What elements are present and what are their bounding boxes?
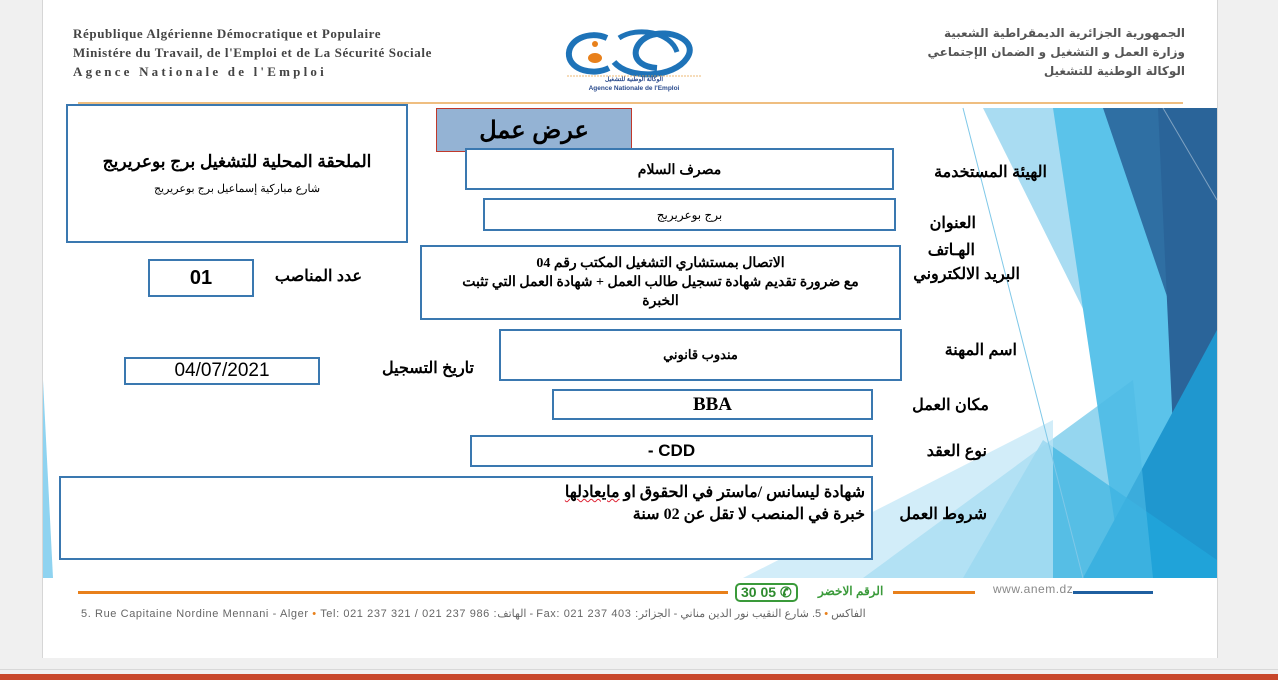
footer-address-fr: 5. Rue Capitaine Nordine Mennani - Alger <box>81 608 309 620</box>
footer-fax: - Fax: 021 237 403 :الفاكس <box>526 608 866 620</box>
conditions-line-1-text: شهادة ليسانس /ماستر في الحقوق او <box>619 484 865 501</box>
footer-orange-line-right <box>893 591 975 594</box>
logo-arabic-text: الوكالة الوطنية للتشغيل <box>604 77 664 83</box>
employer-label: الهيئة المستخدمة <box>934 164 1047 181</box>
employer-value: مصرف السلام <box>465 148 894 190</box>
contact-line-3: الخبرة <box>642 294 679 309</box>
header-fr-line-1: République Algérienne Démocratique et Populaire <box>73 26 382 41</box>
conditions-line-2: خبرة في المنصب لا تقل عن 02 سنة <box>632 506 865 523</box>
header-ar-line-3: الوكالة الوطنية للتشغيل <box>1043 64 1185 78</box>
bullet-icon: • <box>312 608 317 620</box>
footer-blue-line <box>1073 591 1153 594</box>
header-arabic <box>927 24 1185 81</box>
page-title: عرض عمل <box>436 108 632 152</box>
header-ar-line-1: الجمهورية الجزائرية الديمقراطية الشعبية <box>943 26 1185 40</box>
website-link[interactable]: www.anem.dz <box>993 582 1074 596</box>
contract-type-value: - CDD <box>470 435 873 467</box>
bg-tri-left <box>43 380 53 578</box>
phone-icon: ✆ <box>779 584 792 600</box>
agency-name: الملحقة المحلية للتشغيل برج بوعريريج <box>102 152 372 171</box>
bullet-icon: • <box>824 608 829 620</box>
header-fr-line-2: Ministére du Travail, de l'Emploi et de La Sécurité Sociale <box>73 45 432 60</box>
green-number: 30 05 <box>741 584 777 600</box>
header-ar-line-2: وزارة العمل و التشغيل و الضمان الإجتماعي <box>927 45 1185 59</box>
positions-label: عدد المناصب <box>274 268 362 285</box>
contact-line-2: مع ضرورة تقديم شهادة تسجيل طالب العمل + شهادة العمل التي تثبت <box>462 275 859 290</box>
header-french <box>73 24 432 81</box>
phone-label: الهـاتف <box>927 242 975 259</box>
positions-value: 01 <box>148 259 254 297</box>
workplace-value: BBA <box>552 389 873 420</box>
green-number-badge <box>735 583 798 602</box>
logo-french-text: Agence Nationale de l'Emploi <box>588 85 680 92</box>
document-page <box>42 0 1218 658</box>
green-number-label: الرقم الاخضر <box>818 584 884 598</box>
conditions-label: شروط العمل <box>899 506 987 523</box>
header-fr-line-3: Agence Nationale de l'Emploi <box>73 64 327 79</box>
agency-address: شارع مباركية إسماعيل برج بوعريريج <box>153 183 321 195</box>
footer-orange-line-left <box>78 591 728 594</box>
conditions-line-1 <box>565 482 865 504</box>
footer-address <box>81 607 866 620</box>
footer-tel: Tel: 021 237 321 / 021 237 986 :الهاتف <box>320 608 527 620</box>
contact-box <box>420 245 901 320</box>
agency-box <box>66 104 408 243</box>
job-title-label: اسم المهنة <box>944 342 1017 359</box>
conditions-line-1-spellcheck: مايعادلها <box>564 484 620 501</box>
registration-date-value: 04/07/2021 <box>124 357 320 385</box>
address-value: برج بوعريريج <box>483 198 896 231</box>
footer-address-ar: 5. شارع النقيب نور الدين مناني - الجزائر <box>638 608 822 620</box>
contract-type-label: نوع العقد <box>926 443 987 460</box>
address-label: العنوان <box>929 215 976 232</box>
conditions-box <box>59 476 873 560</box>
contact-line-1: الاتصال بمستشاري التشغيل المكتب رقم 04 <box>536 256 785 271</box>
registration-date-label: تاريخ التسجيل <box>382 360 474 377</box>
workplace-label: مكان العمل <box>912 397 989 414</box>
job-title-value: مندوب قانوني <box>499 329 902 381</box>
window-bottom-bar <box>0 674 1278 680</box>
email-label: البريد الالكتروني <box>913 266 1020 283</box>
window-separator <box>0 669 1278 670</box>
anem-logo-icon <box>559 22 709 94</box>
